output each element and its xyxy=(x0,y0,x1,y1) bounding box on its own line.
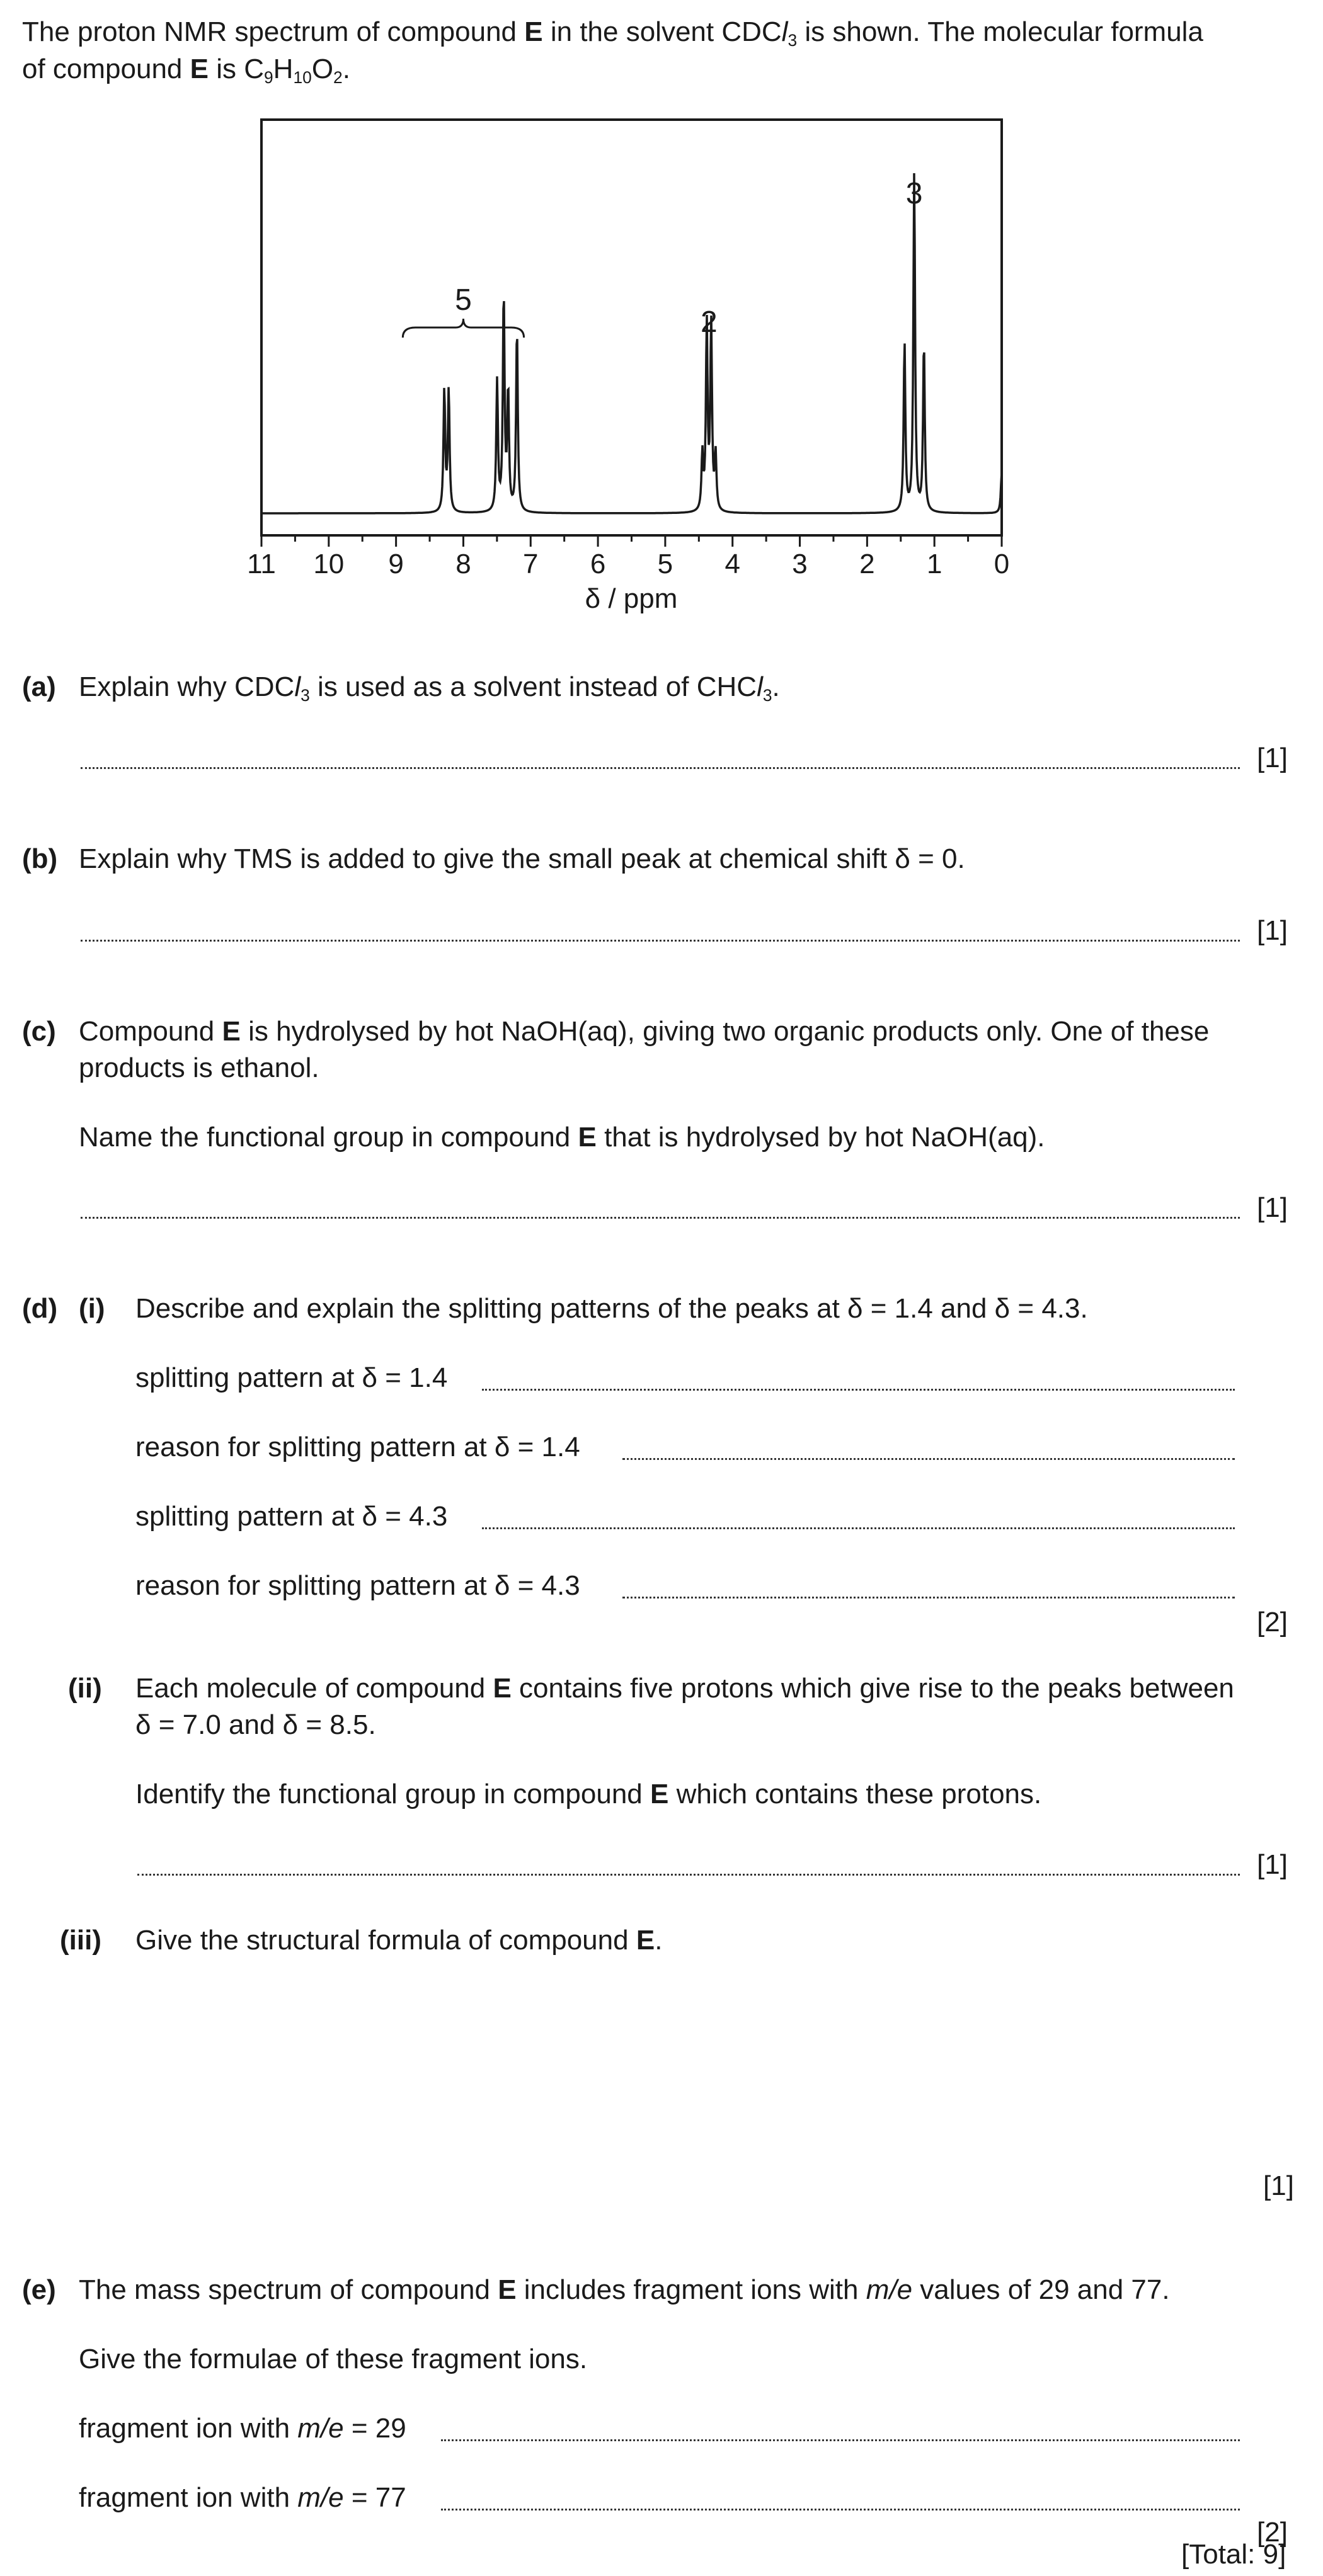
question-c-line-2: products is ethanol. xyxy=(79,1052,319,1083)
question-text: Compound xyxy=(79,1016,222,1047)
question-text: Explain why CDC xyxy=(79,671,295,702)
integration-label: 5 xyxy=(455,283,472,317)
subquestion-label: (ii) xyxy=(68,1673,102,1704)
question-d-ii-line-3 xyxy=(135,1778,1041,1811)
row-label: splitting pattern at δ = 1.4 xyxy=(135,1362,448,1393)
x-tick-label: 6 xyxy=(590,549,606,579)
answer-line-a[interactable] xyxy=(81,767,1240,769)
answer-line-d-ii[interactable] xyxy=(137,1874,1240,1876)
m-over-e: m/e xyxy=(297,2482,344,2513)
answer-line-d-i-2[interactable] xyxy=(622,1458,1235,1460)
italic-l: l xyxy=(757,671,763,702)
question-b-text: Explain why TMS is added to give the small peak at chemical shift δ = 0. xyxy=(79,843,965,874)
m-over-e: m/e xyxy=(297,2413,344,2444)
question-text: Give the structural formula of compound xyxy=(135,1925,636,1956)
question-c-line-1 xyxy=(79,1015,1209,1049)
question-label: (e) xyxy=(22,2274,56,2305)
subscript: 2 xyxy=(333,67,343,87)
compound-label: E xyxy=(222,1016,241,1047)
question-label: (b) xyxy=(22,843,58,874)
mark-b: [1] xyxy=(1257,915,1288,946)
compound-label: E xyxy=(650,1779,669,1809)
x-tick-label: 10 xyxy=(313,549,345,579)
structural-formula-answer-area[interactable] xyxy=(135,1959,1238,2123)
question-text: is hydrolysed by hot NaOH(aq), giving two organic products only. One of these xyxy=(240,1016,1210,1047)
question-label: (d) xyxy=(22,1293,58,1324)
question-text: contains five protons which give rise to the peaks between xyxy=(511,1673,1234,1704)
compound-label: E xyxy=(190,54,209,84)
question-text: . xyxy=(655,1925,663,1956)
integration-label: 2 xyxy=(700,305,718,339)
mark-d-i: [2] xyxy=(1257,1607,1288,1638)
intro-text: is shown. The molecular formula xyxy=(797,16,1203,47)
nmr-spectrum-chart xyxy=(246,110,1033,639)
question-text: is used as a solvent instead of CHC xyxy=(309,671,757,702)
question-a xyxy=(22,671,56,704)
x-tick-label: 1 xyxy=(926,549,942,579)
x-tick-label: 7 xyxy=(523,549,539,579)
plot-frame xyxy=(261,120,1002,535)
question-text: . xyxy=(772,671,780,702)
question-e-line-2: Give the formulae of these fragment ions. xyxy=(79,2344,588,2374)
question-d-i-text: Describe and explain the splitting patterns of the peaks at δ = 1.4 and δ = 4.3. xyxy=(135,1293,1088,1324)
subscript: 3 xyxy=(788,30,798,50)
subscript: 3 xyxy=(762,685,772,705)
question-text: Each molecule of compound xyxy=(135,1673,493,1704)
question-d-iii-text xyxy=(135,1924,662,1958)
intro-text: of compound xyxy=(22,54,190,84)
subquestion-label: (i) xyxy=(79,1293,105,1324)
mark-c: [1] xyxy=(1257,1192,1288,1223)
answer-line-c[interactable] xyxy=(81,1217,1240,1219)
integration-label: 3 xyxy=(905,177,923,210)
total-marks: [Total: 9] xyxy=(1181,2539,1286,2570)
x-tick-label: 0 xyxy=(994,549,1010,579)
compound-label: E xyxy=(636,1925,655,1956)
x-tick-label: 4 xyxy=(724,549,740,579)
spectrum-trace xyxy=(261,173,1002,513)
mark-d-iii: [1] xyxy=(1263,2170,1294,2201)
x-tick-label: 2 xyxy=(859,549,875,579)
compound-label: E xyxy=(524,16,543,47)
row-text: = 29 xyxy=(343,2413,406,2444)
question-c-line-3 xyxy=(79,1121,1045,1154)
x-tick-label: 11 xyxy=(247,549,276,579)
question-text: includes fragment ions with xyxy=(516,2274,866,2305)
compound-label: E xyxy=(493,1673,512,1704)
question-d-ii-line-1 xyxy=(135,1672,1234,1706)
mark-a: [1] xyxy=(1257,743,1288,773)
answer-line-e-77[interactable] xyxy=(441,2509,1240,2510)
row-label: reason for splitting pattern at δ = 1.4 xyxy=(135,1432,580,1462)
row-text: fragment ion with xyxy=(79,2482,298,2513)
row-text: = 77 xyxy=(343,2482,406,2513)
peak-annotations-group xyxy=(403,177,922,339)
answer-line-d-i-4[interactable] xyxy=(622,1597,1235,1599)
x-axis-group xyxy=(247,535,1009,579)
mark-e: [2] xyxy=(1257,2517,1288,2548)
intro-text: The proton NMR spectrum of compound xyxy=(22,16,525,47)
subscript: 10 xyxy=(293,67,312,87)
intro-text: . xyxy=(342,54,350,84)
row-text: fragment ion with xyxy=(79,2413,298,2444)
question-text: which contains these protons. xyxy=(668,1779,1042,1809)
x-tick-label: 3 xyxy=(792,549,808,579)
compound-label: E xyxy=(498,2274,517,2305)
answer-line-e-29[interactable] xyxy=(441,2439,1240,2441)
spectrum-trace-group xyxy=(261,173,1002,513)
intro-line-2 xyxy=(22,53,350,88)
italic-l: l xyxy=(294,671,301,702)
row-label: reason for splitting pattern at δ = 4.3 xyxy=(135,1570,580,1601)
row-label xyxy=(79,2482,406,2515)
intro-text: is C xyxy=(208,54,264,84)
question-text: The mass spectrum of compound xyxy=(79,2274,498,2305)
question-a-text xyxy=(79,671,780,706)
intro-text: in the solvent CDC xyxy=(542,16,782,47)
mark-d-ii: [1] xyxy=(1257,1849,1288,1880)
row-label xyxy=(79,2412,406,2446)
intro-text: H xyxy=(273,54,294,84)
x-axis-label: δ / ppm xyxy=(585,583,678,614)
x-tick-label: 8 xyxy=(455,549,471,579)
intro-text: O xyxy=(311,54,334,84)
x-tick-label: 9 xyxy=(388,549,404,579)
subquestion-label: (iii) xyxy=(60,1925,101,1956)
subscript: 3 xyxy=(301,685,310,705)
intro-line-1 xyxy=(22,16,1203,51)
italic-l: l xyxy=(781,16,788,47)
answer-line-b[interactable] xyxy=(81,940,1240,942)
row-label: splitting pattern at δ = 4.3 xyxy=(135,1501,448,1532)
subscript: 9 xyxy=(263,67,273,87)
question-text: Identify the functional group in compound xyxy=(135,1779,650,1809)
answer-line-d-i-3[interactable] xyxy=(482,1527,1235,1529)
question-d-ii-line-2: δ = 7.0 and δ = 8.5. xyxy=(135,1709,376,1740)
x-tick-label: 5 xyxy=(657,549,673,579)
question-e-line-1 xyxy=(79,2274,1170,2307)
question-label: (a) xyxy=(22,671,56,702)
question-label: (c) xyxy=(22,1016,56,1047)
question-text: Name the functional group in compound xyxy=(79,1122,578,1153)
question-text: that is hydrolysed by hot NaOH(aq). xyxy=(596,1122,1045,1153)
m-over-e: m/e xyxy=(866,2274,913,2305)
answer-line-d-i-1[interactable] xyxy=(482,1389,1235,1391)
integration-bracket xyxy=(403,319,524,338)
compound-label: E xyxy=(578,1122,597,1153)
question-text: values of 29 and 77. xyxy=(912,2274,1170,2305)
